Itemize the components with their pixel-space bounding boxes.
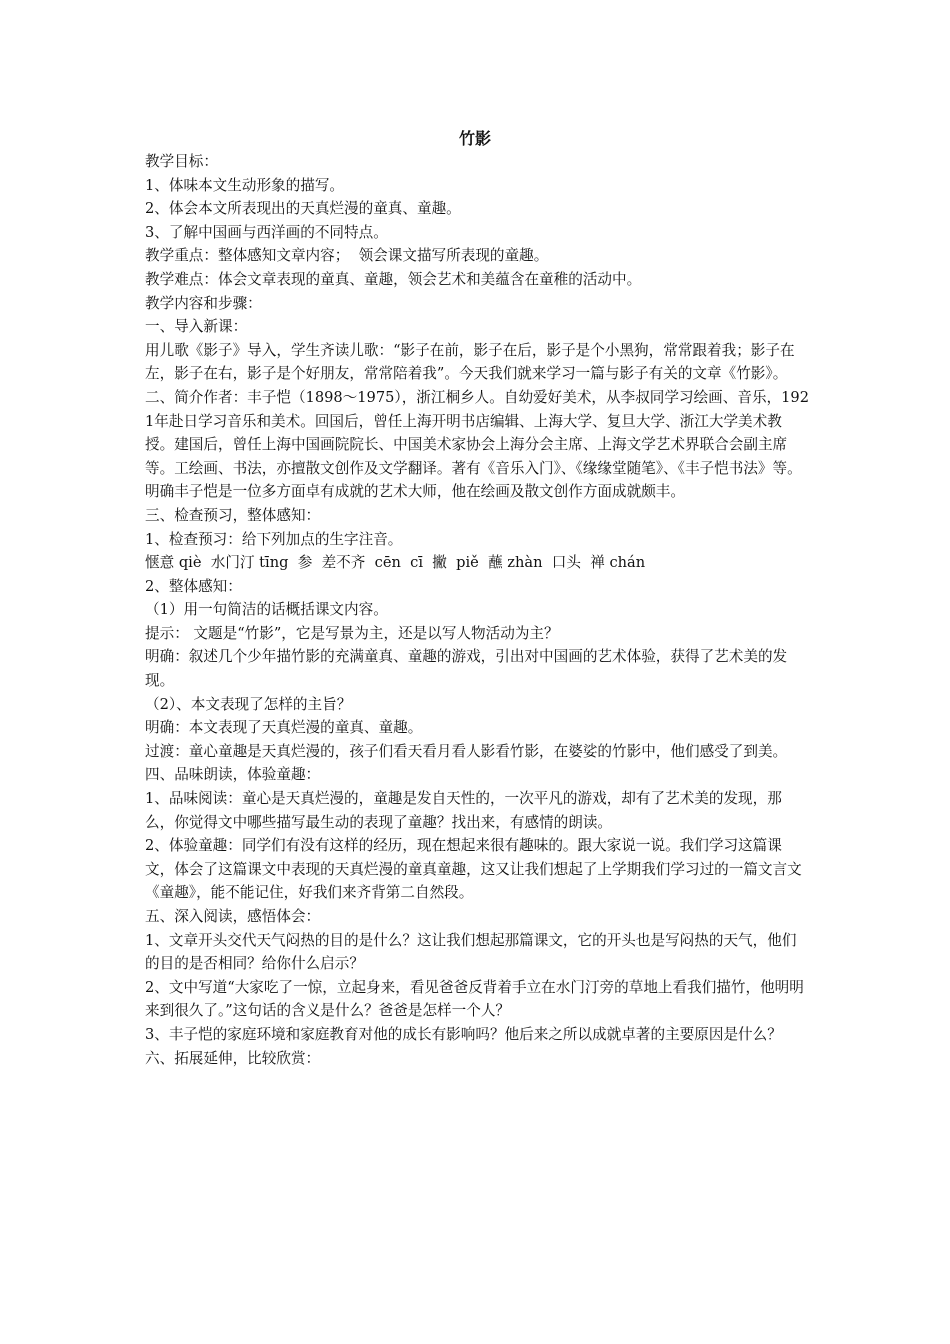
paragraph: 教学重点：整体感知文章内容； 领会课文描写所表现的童趣。 xyxy=(145,247,549,265)
paragraph: （1）用一句简洁的话概括课文内容。 xyxy=(145,601,388,619)
paragraph: 1、品味阅读：童心是天真烂漫的，童趣是发自天性的，一次平凡的游戏，却有了艺术美的发现，那么，你觉得文中哪些描写最生动的表现了童趣？找出来，有感情的朗读。 xyxy=(145,790,782,831)
paragraph: 1、体味本文生动形象的描写。 xyxy=(145,176,345,194)
paragraph: 四、品味朗读，体验童趣： xyxy=(145,766,321,784)
paragraph: 2、体验童趣：同学们有没有这样的经历，现在想起来很有趣味的。跟大家说一说。我们学习这篇课文，体会了这篇课文中表现的天真烂漫的童真童趣，这又让我们想起了上学期我们学习过的一篇文言文《童趣》，能不能记住，好我们来齐背第二自然段。 xyxy=(145,837,802,902)
paragraph: （2）、本文表现了怎样的主旨？ xyxy=(145,695,352,713)
paragraph: 教学内容和步骤： xyxy=(145,294,262,312)
paragraph: 用儿歌《影子》导入，学生齐读儿歌：“影子在前，影子在后，影子是个小黑狗，常常跟着我；影子在左，影子在右，影子是个好朋友，常常陪着我”。今天我们就来学习一篇与影子有关的文章《竹影》。 xyxy=(145,341,795,383)
paragraph: 3、了解中国画与西洋画的不同特点。 xyxy=(145,223,388,241)
paragraph: 五、深入阅读，感悟体会： xyxy=(145,908,321,925)
paragraph: 3、丰子恺的家庭环境和家庭教育对他的成长有影响吗？他后来之所以成就卓著的主要原因是什么？ xyxy=(145,1025,782,1043)
document-body xyxy=(145,150,810,1070)
paragraph: 1、检查预习：给下列加点的生字注音。 xyxy=(145,530,403,548)
paragraph: 明确：本文表现了天真烂漫的童真、童趣。 xyxy=(145,719,423,737)
paragraph: 1、文章开头交代天气闷热的目的是什么？这让我们想起那篇课文，它的开头也是写闷热的天气，他们的目的是否相同？给你什么启示？ xyxy=(145,931,797,973)
paragraph: 教学目标： xyxy=(145,153,218,170)
paragraph: 提示： 文题是“竹影”，它是写景为主，还是以写人物活动为主？ xyxy=(145,624,559,642)
paragraph: 2、文中写道“大家吃了一惊，立起身来，看见爸爸反背着手立在水门汀旁的草地上看我们描竹，他明明来到很久了。”这句话的含义是什么？爸爸是怎样一个人？ xyxy=(145,978,804,1020)
paragraph: 过渡：童心童趣是天真烂漫的，孩子们看天看月看人影看竹影，在婆娑的竹影中，他们感受了到美。 xyxy=(145,742,788,760)
paragraph: 二、简介作者：丰子恺（1898～1975），浙江桐乡人。自幼爱好美术，从李叔同学习绘画、音乐，1921年赴日学习音乐和美术。回国后，曾任上海开明书店编辑、上海大学、复旦大学、浙江大学美术教授。建国后，曾任上海中国画院院长、中国美术家协会上海分会主席、上海文学艺术界联合会副主席等。工绘画、书法，亦擅散文创作及文学翻译。著有《音乐入门》、《缘缘堂随笔》、《丰子恺书法》等。 明确丰子恺是一位多方面卓有成就的艺术大师，他在绘画及散文创作方面成就颇丰。 xyxy=(145,388,809,501)
paragraph: 教学难点：体会文章表现的童真、童趣，领会艺术和美蕴含在童稚的活动中。 xyxy=(145,270,642,288)
paragraph: 2、体会本文所表现出的天真烂漫的童真、童趣。 xyxy=(145,200,461,218)
paragraph: 三、检查预习，整体感知： xyxy=(145,506,321,524)
paragraph: 一、导入新课： xyxy=(145,318,248,336)
paragraph: 2、整体感知： xyxy=(145,577,242,595)
paragraph: 明确：叙述几个少年描竹影的充满童真、童趣的游戏，引出对中国画的艺术体验，获得了艺术美的发现。 xyxy=(145,648,788,690)
paragraph: 六、拓展延伸，比较欣赏： xyxy=(145,1049,321,1067)
paragraph: 惬意 qiè 水门汀 tīng 参 差不齐 cēn cī 撇 piě 蘸 zhàn 口头 禅 chán xyxy=(145,554,646,572)
document-title: 竹影 xyxy=(458,129,491,148)
